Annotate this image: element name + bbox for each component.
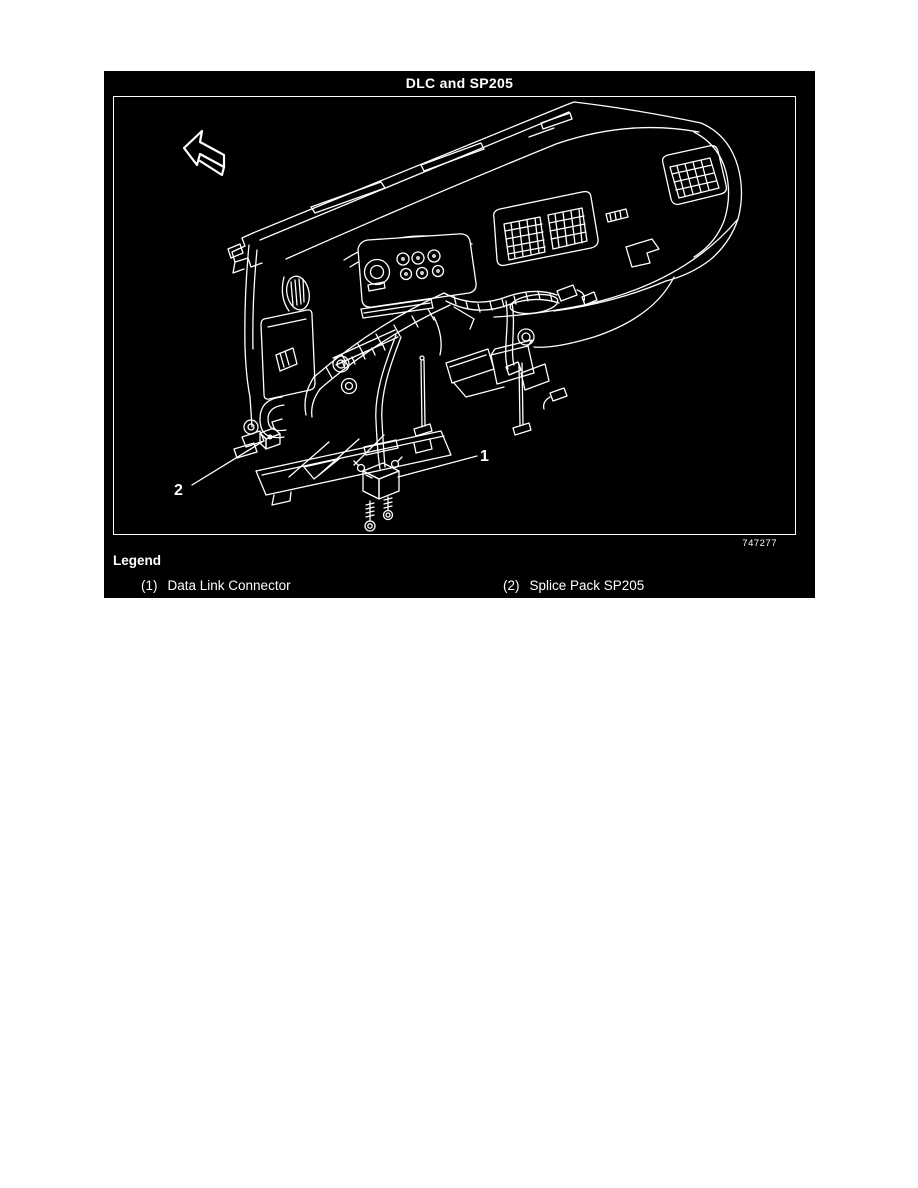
legend-item-label: Data Link Connector xyxy=(167,578,291,593)
figure-number: 747277 xyxy=(742,538,777,549)
callout-1-leader-line xyxy=(398,456,477,477)
dash-left-side xyxy=(245,245,315,427)
legend-item-label: Splice Pack SP205 xyxy=(529,578,645,593)
callout-1-label: 1 xyxy=(480,448,489,465)
callout-2-leader-line xyxy=(192,442,262,485)
front-direction-arrow-icon xyxy=(184,131,224,175)
figure-panel xyxy=(104,71,815,598)
dashboard-line-art xyxy=(114,97,795,534)
legend-item-ref: (2) xyxy=(503,578,520,593)
callout-2-label: 2 xyxy=(174,482,183,499)
splice-pack-bracket xyxy=(260,419,282,449)
dash-right-end xyxy=(494,123,742,347)
legend-item-ref: (1) xyxy=(141,578,158,593)
legend-item xyxy=(141,578,291,593)
center-vents xyxy=(494,192,599,266)
figure-frame xyxy=(113,96,796,535)
figure-title: DLC and SP205 xyxy=(405,75,514,91)
legend-heading: Legend xyxy=(113,553,162,568)
legend-item xyxy=(503,578,644,593)
legend-row xyxy=(104,578,815,596)
callouts xyxy=(174,442,489,499)
dlc-mounting-screws xyxy=(365,497,393,531)
wiring-harness xyxy=(434,285,597,409)
